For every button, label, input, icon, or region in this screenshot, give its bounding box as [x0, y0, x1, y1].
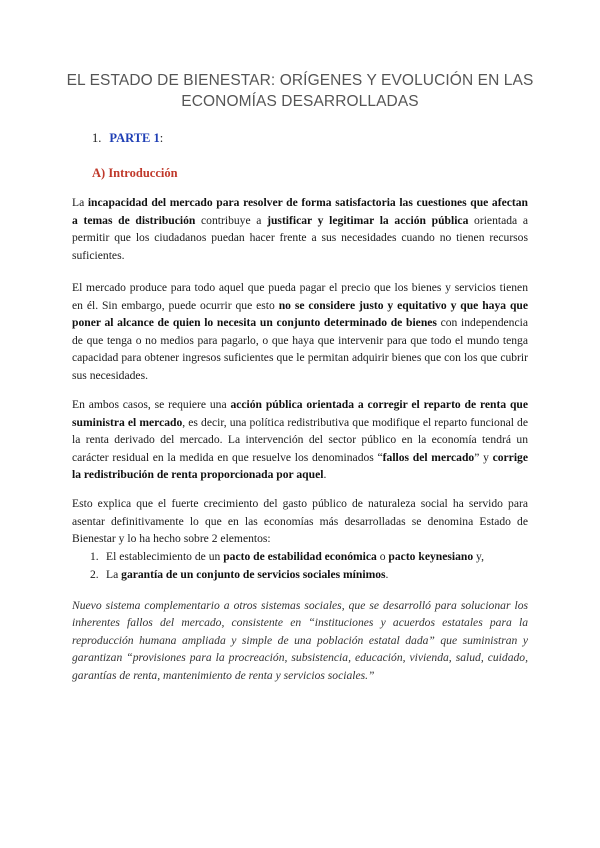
- text-run: Esto explica que el fuerte crecimiento del gasto público de naturaleza social ha servido para asentar definitivamente lo que en las economías más desarrolladas se denomina Estado de Bienestar y lo ha hecho sobre 2 elementos:: [72, 497, 528, 546]
- text-run: o: [376, 550, 389, 563]
- bold-run: fallos del mercado: [382, 450, 475, 464]
- text-run: , es decir, una política redistributiva que modifique el reparto funcional de la renta derivado del mercado. La intervención del sector público en la economía tendrá un carácter residual en la medida en que resuelve los denominados “: [72, 415, 529, 464]
- document-title: [60, 70, 540, 112]
- section-label: PARTE 1: [109, 131, 160, 145]
- title-line-1: EL ESTADO DE BIENESTAR: ORÍGENES Y EVOLUCIÓN EN LAS: [66, 72, 534, 89]
- subheading-introduccion: A) Introducción: [92, 166, 178, 180]
- section-heading: [92, 130, 163, 146]
- text-run: En ambos casos, se requiere una: [72, 398, 231, 411]
- text-run: contribuye a: [195, 213, 268, 227]
- text-run: El establecimiento de un: [106, 550, 224, 563]
- text-run: La: [106, 568, 122, 581]
- section-colon: :: [159, 131, 164, 145]
- title-line-2: ECONOMÍAS DESARROLLADAS: [181, 93, 419, 110]
- bold-run: corrige la redistribución de renta proporcionada por aquel: [72, 450, 528, 482]
- elements-list: [72, 548, 528, 584]
- bold-run: pacto de estabilidad económica: [223, 550, 377, 563]
- bold-run: pacto keynesiano: [388, 550, 474, 563]
- bold-run: justificar y legitimar la acción pública: [267, 213, 469, 227]
- list-item-number: 2.: [90, 568, 99, 581]
- bold-run: acción pública orientada a corregir el reparto de renta que suministra el mercado: [72, 398, 529, 429]
- list-item-number: 1.: [90, 550, 99, 563]
- text-run: ” y: [474, 450, 493, 464]
- paragraph-4: [72, 495, 528, 548]
- text-run: .: [323, 468, 327, 482]
- text-run: y,: [473, 550, 484, 563]
- section-number: 1.: [92, 131, 102, 145]
- bold-run: incapacidad del mercado para resolver de forma satisfactoria las cuestiones que afectan a temas de distribución: [72, 196, 528, 227]
- definition-quote: [72, 597, 528, 684]
- list-item: [72, 566, 528, 584]
- text-run: .: [385, 568, 389, 581]
- text-run: El mercado produce para todo aquel que pueda pagar el precio que los bienes y servicios tienen en él. Sin embargo, puede ocurrir que esto: [72, 281, 528, 312]
- text-run: Nuevo sistema complementario a otros sistemas sociales, que se desarrolló para solucionar los inherentes fallos del mercado, consistente en “instituciones y acuerdos estatales para la reproducción humana ampliada y simple de una población estatal dada” que suministran y garantizan “provisiones para la procreación, subsistencia, educación, vivienda, salud, cuidado, garantías de renta, mantenimiento de renta y servicios sociales.”: [72, 599, 528, 682]
- paragraph-1: [72, 194, 528, 264]
- paragraph-2: [72, 279, 528, 385]
- list-item: [72, 548, 528, 566]
- text-run: La: [72, 196, 88, 209]
- paragraph-3: [72, 396, 528, 484]
- text-run: orientada a permitir que los ciudadanos puedan hacer frente a sus necesidades cuando no tienen recursos suficientes.: [72, 213, 529, 262]
- bold-run: no se considere justo y equitativo y que haya que poner al alcance de quien lo necesita un conjunto determinado de bienes: [72, 298, 528, 330]
- text-run: con independencia de que tenga o no medios para pagarlo, o que haya que intervenir para que todo el mundo tenga capacidad para obtener ingresos suficientes que le permitan adquirir bienes que con los que cubrir sus necesidades.: [72, 316, 528, 382]
- bold-run: garantía de un conjunto de servicios sociales mínimos: [121, 568, 386, 581]
